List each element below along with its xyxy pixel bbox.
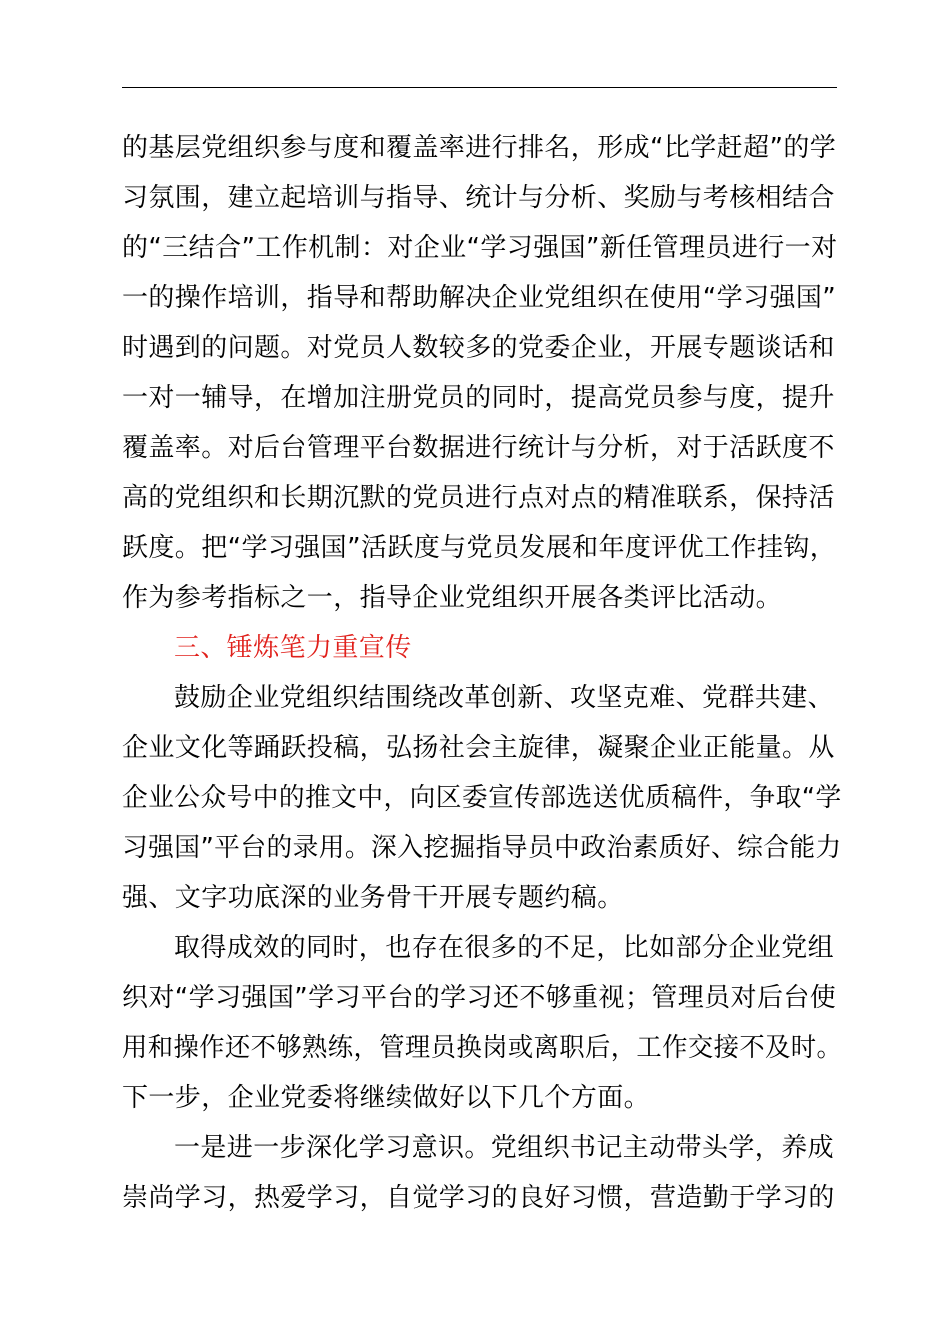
text-line: 时遇到的问题。对党员人数较多的党委企业，开展专题谈话和 xyxy=(122,333,835,363)
text-line: 作为参考指标之一，指导企业党组织开展各类评比活动。 xyxy=(122,583,783,613)
text-line: 取得成效的同时，也存在很多的不足，比如部分企业党组 xyxy=(174,933,835,963)
text-line: 下一步，企业党委将继续做好以下几个方面。 xyxy=(122,1083,651,1113)
text-line: 覆盖率。对后台管理平台数据进行统计与分析，对于活跃度不 xyxy=(122,433,835,463)
text-line: 一对一辅导，在增加注册党员的同时，提高党员参与度，提升 xyxy=(122,383,835,413)
text-line: 习氛围，建立起培训与指导、统计与分析、奖励与考核相结合 xyxy=(122,183,835,213)
text-line: 企业公众号中的推文中，向区委宣传部选送优质稿件，争取“学 xyxy=(122,783,842,813)
text-line: 鼓励企业党组织结围绕改革创新、攻坚克难、党群共建、 xyxy=(174,683,835,713)
text-line: 习强国”平台的录用。深入挖掘指导员中政治素质好、综合能力 xyxy=(122,833,842,863)
text-line: 高的党组织和长期沉默的党员进行点对点的精准联系，保持活 xyxy=(122,483,835,513)
text-line: 强、文字功底深的业务骨干开展专题约稿。 xyxy=(122,883,624,913)
text-line: 跃度。把“学习强国”活跃度与党员发展和年度评优工作挂钩， xyxy=(122,533,837,563)
text-line: 的基层党组织参与度和覆盖率进行排名，形成“比学赶超”的学 xyxy=(122,133,837,163)
header-rule xyxy=(122,87,837,88)
text-line: 一的操作培训，指导和帮助解决企业党组织在使用“学习强国” xyxy=(122,283,837,313)
text-line: 用和操作还不够熟练，管理员换岗或离职后，工作交接不及时。 xyxy=(122,1033,843,1063)
section-heading: 三、锤炼笔力重宣传 xyxy=(174,633,412,663)
text-line: 企业文化等踊跃投稿，弘扬社会主旋律，凝聚企业正能量。从 xyxy=(122,733,835,763)
text-line: 的“三结合”工作机制：对企业“学习强国”新任管理员进行一对 xyxy=(122,233,838,263)
text-line: 一是进一步深化学习意识。党组织书记主动带头学，养成 xyxy=(174,1133,835,1163)
text-line: 崇尚学习，热爱学习，自觉学习的良好习惯，营造勤于学习的 xyxy=(122,1183,835,1213)
text-line: 织对“学习强国”学习平台的学习还不够重视；管理员对后台使 xyxy=(122,983,837,1013)
